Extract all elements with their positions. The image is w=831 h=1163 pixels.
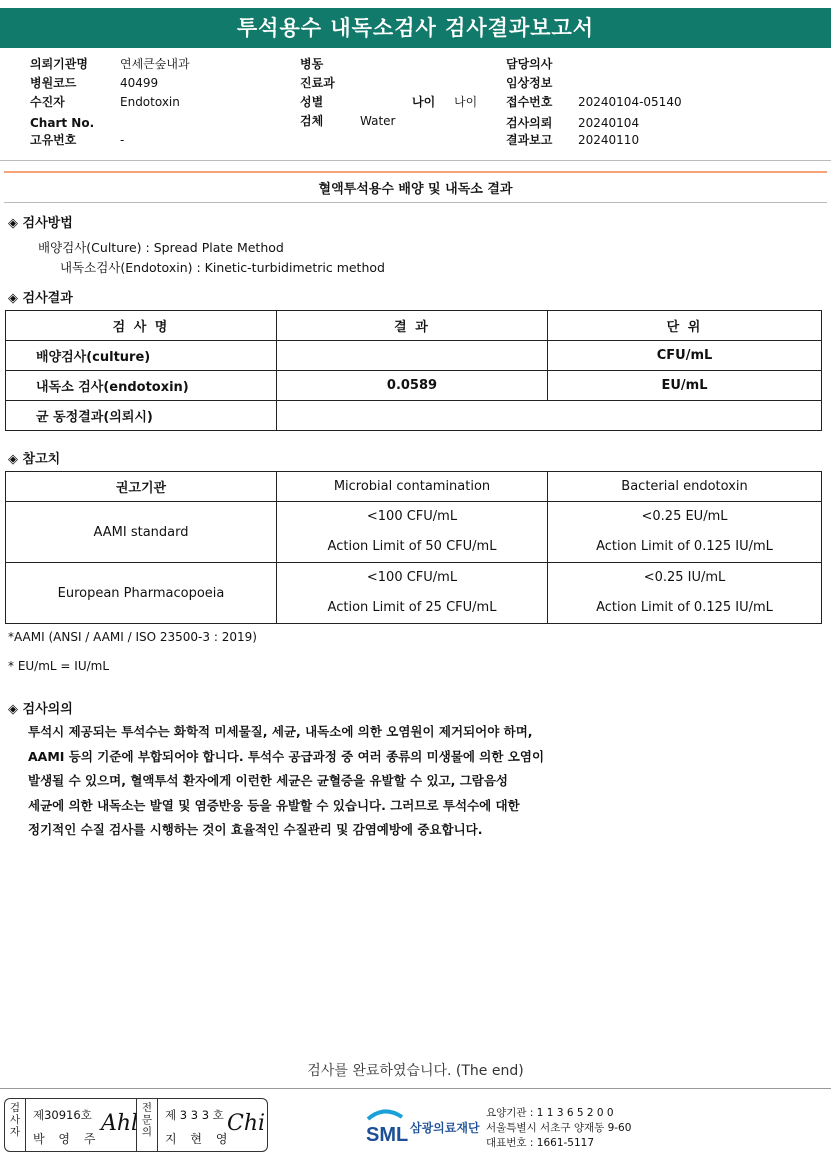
opinion-line: 투석시 제공되는 투석수는 화학적 미세물질, 세균, 내독소에 의한 오염원이 제거되어야 하며, [28, 724, 533, 739]
org-info [486, 1106, 631, 1151]
hospital-code-label: 병원코드 [30, 76, 77, 90]
institution-value: 연세큰숲내과 [120, 57, 190, 71]
tester-number: 제30916호 [33, 1108, 92, 1122]
end-text: 검사를 완료하였습니다. (The end) [307, 1063, 524, 1079]
microbial-action: Action Limit of 50 CFU/mL [327, 539, 497, 554]
microbial-limit: <100 CFU/mL [366, 509, 458, 524]
patient-info [0, 55, 831, 155]
specimen-value: Water [360, 114, 396, 128]
tester-name: 박 영 주 [33, 1132, 101, 1146]
method-heading: ◈ 검사방법 [8, 216, 73, 231]
agency-name: European Pharmacopoeia [6, 563, 277, 624]
test-name: 내독소 검사(endotoxin) [6, 371, 277, 401]
opinion-line: 발생될 수 있으며, 혈액투석 환자에게 이런한 세균은 균혈증을 유발할 수 있고, 그람음성 [28, 773, 508, 788]
header-microbial: Microbial contamination [277, 472, 548, 502]
tester-label: 검사자 [5, 1099, 26, 1151]
endotoxin-cell [548, 502, 822, 563]
endotoxin-action: Action Limit of 0.125 IU/mL [596, 539, 773, 554]
report-value: 20240110 [578, 133, 640, 147]
results-heading: ◈ 검사결과 [8, 291, 73, 306]
opinion-line: 세균에 의한 내독소는 발열 및 염증반응 등을 유발할 수 있습니다. 그러므로 투석수에 대한 [28, 797, 520, 813]
org-code: 요양기관 : 1 1 3 6 5 2 0 0 [486, 1107, 614, 1119]
table-row [6, 341, 822, 371]
header-test-name: 검 사 명 [6, 311, 277, 341]
header-unit: 단 위 [548, 311, 822, 341]
unique-value: - [120, 133, 125, 147]
section-subtitle: 혈액투석용수 배양 및 내독소 결과 [318, 182, 513, 197]
dept-label: 진료과 [300, 76, 335, 90]
table-row [6, 371, 822, 401]
microbial-action: Action Limit of 25 CFU/mL [327, 600, 497, 615]
divider [0, 1088, 831, 1089]
header-agency: 권고기관 [6, 472, 277, 502]
reference-table [5, 471, 822, 624]
request-label: 검사의뢰 [506, 116, 553, 130]
receipt-value: 20240104-05140 [578, 95, 682, 109]
sex-label: 성별 [300, 95, 324, 109]
signature-box [4, 1098, 268, 1152]
test-result [277, 341, 548, 371]
results-table [5, 310, 822, 431]
ward-label: 병동 [300, 57, 324, 71]
table-header-row [6, 472, 822, 502]
specialist-signature: Chi [227, 1111, 266, 1136]
report-label: 결과보고 [506, 133, 553, 147]
receipt-label: 접수번호 [506, 95, 553, 109]
opinion-body [28, 720, 808, 843]
microbial-limit: <100 CFU/mL [366, 570, 458, 585]
header-endotoxin: Bacterial endotoxin [548, 472, 822, 502]
opinion-heading: ◈ 검사의의 [8, 702, 73, 717]
opinion-line: AAMI 등의 기준에 부합되어야 합니다. 투석수 공급과정 중 여러 종류의 미생물에 의한 오염이 [28, 748, 545, 764]
logo-text: SML [366, 1124, 409, 1146]
divider [4, 202, 827, 203]
test-name: 배양검사(culture) [6, 341, 277, 371]
org-address: 서울특별시 서초구 양재동 9-60 [486, 1122, 632, 1134]
request-value: 20240104 [578, 116, 640, 130]
specialist-name: 지 현 영 [165, 1132, 233, 1146]
unique-label: 고유번호 [30, 133, 77, 147]
reference-heading: ◈ 참고치 [8, 452, 61, 467]
hospital-code-value: 40499 [120, 76, 159, 90]
opinion-line: 정기적인 수질 검사를 시행하는 것이 효율적인 수질관리 및 감염예방에 중요합니다. [28, 822, 483, 837]
endotoxin-action: Action Limit of 0.125 IU/mL [596, 600, 773, 615]
microbial-cell [277, 502, 548, 563]
note-aami: *AAMI (ANSI / AAMI / ISO 23500-3 : 2019) [8, 630, 257, 644]
endotoxin-cell [548, 563, 822, 624]
test-unit: EU/mL [548, 371, 822, 401]
microbial-cell [277, 563, 548, 624]
accent-divider [4, 171, 827, 173]
test-result [277, 401, 822, 431]
org-name: 삼광의료재단 [410, 1121, 480, 1135]
endotoxin-limit: <0.25 EU/mL [641, 509, 728, 524]
clinical-label: 임상정보 [506, 76, 553, 90]
table-row [6, 502, 822, 563]
tester-signature: Ahl [101, 1111, 139, 1136]
specimen-label: 검체 [300, 114, 324, 128]
org-phone: 대표번호 : 1661-5117 [486, 1137, 595, 1149]
test-name: 균 동정결과(의뢰시) [6, 401, 277, 431]
doctor-label: 담당의사 [506, 57, 553, 71]
endotoxin-limit: <0.25 IU/mL [643, 570, 726, 585]
table-header-row [6, 311, 822, 341]
header-result: 결 과 [277, 311, 548, 341]
specialist-label: 전문의 [137, 1099, 158, 1151]
test-result: 0.0589 [277, 371, 548, 401]
logo-arc [368, 1111, 402, 1119]
table-row [6, 401, 822, 431]
method-culture: 배양검사(Culture) : Spread Plate Method [38, 240, 284, 255]
institution-label: 의뢰기관명 [30, 57, 88, 71]
specialist-number: 제 3 3 3 호 [165, 1108, 224, 1122]
examinee-label: 수진자 [30, 95, 65, 109]
report-title: 투석용수 내독소검사 검사결과보고서 [0, 8, 831, 48]
chart-label: Chart No. [30, 116, 95, 130]
age-value: 나이 [454, 95, 478, 109]
divider [0, 160, 831, 161]
agency-name: AAMI standard [6, 502, 277, 563]
table-row [6, 563, 822, 624]
test-unit: CFU/mL [548, 341, 822, 371]
note-unit: * EU/mL = IU/mL [8, 659, 110, 673]
method-endotoxin: 내독소검사(Endotoxin) : Kinetic-turbidimetric method [60, 260, 385, 275]
examinee-value: Endotoxin [120, 95, 180, 109]
age-label: 나이 [412, 95, 436, 109]
